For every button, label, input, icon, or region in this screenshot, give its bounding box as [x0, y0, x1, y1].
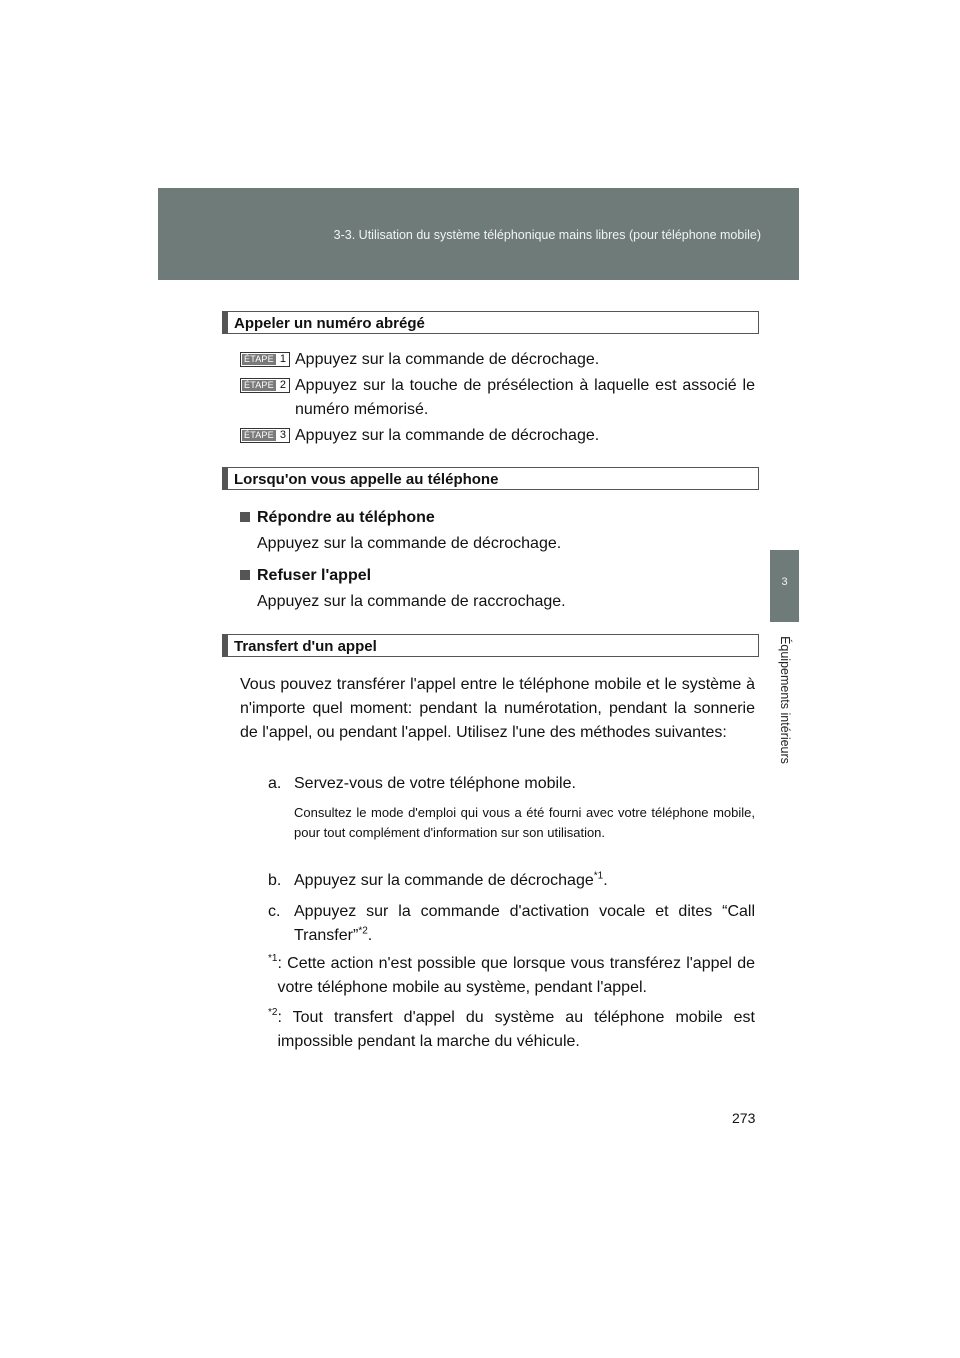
chapter-header [158, 188, 799, 280]
footnote-1-text: : Cette action n'est possible que lorsque vous transférez l'appel de votre téléphone mobile au système, pendant l'appel. [277, 955, 755, 996]
method-c [268, 900, 755, 948]
method-b-end: . [603, 872, 608, 889]
chapter-tab-number: 3 [770, 550, 799, 622]
page-number: 273 [732, 1110, 756, 1126]
method-a-text: Servez-vous de votre téléphone mobile. [294, 775, 576, 792]
step-text-1: Appuyez sur la commande de décrochage. [295, 351, 600, 368]
step-text-3: Appuyez sur la commande de décrochage. [295, 427, 600, 444]
item-text-answer: Appuyez sur la commande de décrochage. [257, 535, 562, 552]
method-b [268, 869, 755, 893]
method-c-label: c. [268, 903, 281, 920]
method-b-label: b. [268, 872, 282, 889]
footnote-2 [268, 1006, 755, 1054]
method-c-footnote-ref: *2 [358, 925, 368, 937]
footnote-2-mark: *2 [268, 1007, 278, 1018]
footnote-2-text: : Tout transfert d'appel du système au téléphone mobile est impossible pendant la marche du véhicule. [277, 1009, 755, 1050]
item-heading-decline: Refuser l'appel [257, 567, 372, 584]
section-title: Lorsqu'on vous appelle au téléphone [234, 471, 499, 488]
step-badge-2 [240, 378, 290, 393]
step-word: ÉTAPE [242, 380, 276, 391]
section-title: Appeler un numéro abrégé [234, 315, 425, 332]
section-heading-incoming-call [222, 467, 759, 490]
step-word: ÉTAPE [242, 354, 276, 365]
method-a-note: Consultez le mode d'emploi qui vous a été fourni avec votre téléphone mobile, pour tout complément d'information sur son utilisation. [294, 805, 755, 840]
footnote-1 [268, 952, 755, 1000]
section-title: Transfert d'un appel [234, 638, 377, 655]
method-c-body [294, 900, 755, 948]
method-b-text: Appuyez sur la commande de décrochage [294, 872, 594, 889]
step-badge-3 [240, 428, 290, 443]
method-c-end: . [367, 927, 373, 944]
section-heading-call-transfer [222, 634, 759, 657]
bullet-square-icon [240, 570, 250, 580]
method-a [268, 772, 755, 796]
item-heading-answer: Répondre au téléphone [257, 509, 435, 526]
item-text-decline: Appuyez sur la commande de raccrochage. [257, 593, 566, 610]
bullet-square-icon [240, 512, 250, 522]
transfer-intro: Vous pouvez transférer l'appel entre le téléphone mobile et le système à n'importe quel moment: pendant la numérotation, pendant la sonnerie de l'appel, ou pendant l'appel. Utilisez l'une des méthodes suivantes: [240, 676, 755, 741]
footnote-1-mark: *1 [268, 953, 278, 964]
step-number: 2 [279, 379, 286, 391]
step-number: 1 [279, 353, 286, 365]
method-b-footnote-ref: *1 [593, 870, 604, 882]
step-word: ÉTAPE [242, 430, 276, 441]
step-badge-1 [240, 352, 290, 367]
step-number: 3 [279, 429, 286, 441]
chapter-tab-label: Équipements intérieurs [778, 636, 792, 764]
method-a-label: a. [268, 775, 282, 792]
method-c-text: Appuyez sur la commande d'activation vocale et dites “Call Transfer” [294, 903, 755, 944]
chapter-title: 3-3. Utilisation du système téléphonique mains libres (pour téléphone mobile) [333, 228, 761, 242]
section-heading-speed-dial [222, 311, 759, 334]
step-text-2: Appuyez sur la touche de présélection à laquelle est associé le numéro mémorisé. [295, 377, 755, 418]
